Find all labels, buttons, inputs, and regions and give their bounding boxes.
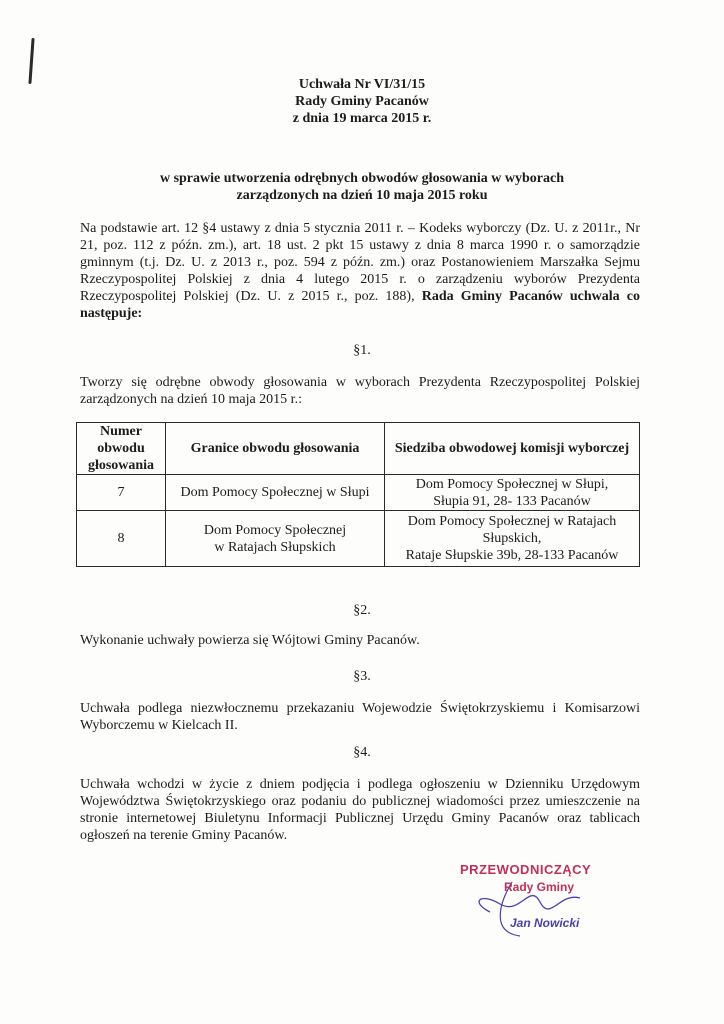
council-name: Rady Gminy Pacanów — [295, 94, 429, 109]
border-line: Dom Pomocy Społecznej — [203, 522, 347, 538]
district-seat — [385, 511, 640, 567]
voting-districts-table — [76, 422, 640, 567]
header-seat: Siedziba obwodowej komisji wyborczej — [385, 423, 640, 475]
seat-line: Rataje Słupskie 39b, 28-133 Pacanów — [405, 548, 619, 563]
signature-stamp — [460, 862, 620, 942]
seat-line: Dom Pomocy Społecznej w Słupi, — [415, 476, 609, 492]
seat-line: Słupia 91, 28- 133 Pacanów — [433, 493, 591, 509]
seat-line: Słupskich, — [482, 531, 542, 546]
resolution-number: Uchwała Nr VI/31/15 — [298, 77, 426, 92]
section-1-text: Tworzy się odrębne obwody głosowania w wyborach Prezydenta Rzeczypospolitej Polskiej zarządzonych na dzień 10 maja 2015 r.: — [80, 375, 640, 407]
stamp-council: Rady Gminy — [504, 880, 575, 894]
preamble-text: Na podstawie art. 12 §4 ustawy z dnia 5 stycznia 2011 r. – Kodeks wyborczy (Dz. U. z 2011r., Nr 21, poz. 112 z późn. zm.), art. 18 ust. 2 pkt 15 ustawy z dnia 8 marca 1990 r. o samorządzie gminnym (t.j. Dz. U. z 2013 r., poz. 594 z późn. zm.) oraz Postanowieniem Marszałka Sejmu Rzeczypospolitej Polskiej z dnia 4 lutego 2015 r. o zarządzeniu wyborów Prezydenta Rzeczypospolitej Polskiej (Dz. U. z 2015 r., poz. 188), — [80, 221, 640, 304]
resolution-date: z dnia 19 marca 2015 r. — [292, 111, 432, 126]
district-seat — [385, 475, 640, 511]
resolution-subject — [0, 170, 724, 204]
district-number: 8 — [77, 511, 166, 567]
section-2-label: §2. — [353, 603, 371, 618]
border-line: w Ratajach Słupskich — [214, 539, 336, 555]
district-borders — [166, 511, 385, 567]
section-4-text: Uchwała wchodzi w życie z dniem podjęcia i podlega ogłoszeniu w Dzienniku Urzędowym Województwa Świętokrzyskiego oraz podaniu do publicznej wiadomości przez umieszczenie na stronie internetowej Biuletynu Informacji Publicznej Urzędu Gminy Pacanów oraz tablicach ogłoszeń na terenie Gminy Pacanów. — [80, 777, 640, 843]
district-borders: Dom Pomocy Społecznej w Słupi — [166, 475, 385, 511]
preamble-bold: Rada Gminy Pacanów uchwala co następuje: — [80, 289, 640, 321]
stamp-title: PRZEWODNICZĄCY — [460, 862, 592, 877]
table-header-row — [77, 423, 640, 475]
signer-name: Jan Nowicki — [510, 916, 580, 930]
table-row — [77, 511, 640, 567]
header-borders: Granice obwodu głosowania — [166, 423, 385, 475]
resolution-header — [0, 76, 724, 127]
subject-line-1: w sprawie utworzenia odrębnych obwodów głosowania w wyborach — [159, 171, 565, 186]
preamble — [80, 220, 640, 322]
table-row — [77, 475, 640, 511]
district-number: 7 — [77, 475, 166, 511]
section-3-text: Uchwała podlega niezwłocznemu przekazaniu Wojewodzie Świętokrzyskiemu i Komisarzowi Wyborczemu w Kielcach II. — [80, 701, 640, 733]
section-4-label: §4. — [353, 745, 371, 760]
header-number: Numer obwodu głosowania — [77, 423, 166, 475]
section-1-label: §1. — [353, 343, 371, 358]
section-2-text: Wykonanie uchwały powierza się Wójtowi Gminy Pacanów. — [80, 633, 420, 648]
seat-line: Dom Pomocy Społecznej w Ratajach — [407, 514, 617, 529]
subject-line-2: zarządzonych na dzień 10 maja 2015 roku — [236, 188, 488, 203]
section-3-label: §3. — [353, 669, 371, 684]
